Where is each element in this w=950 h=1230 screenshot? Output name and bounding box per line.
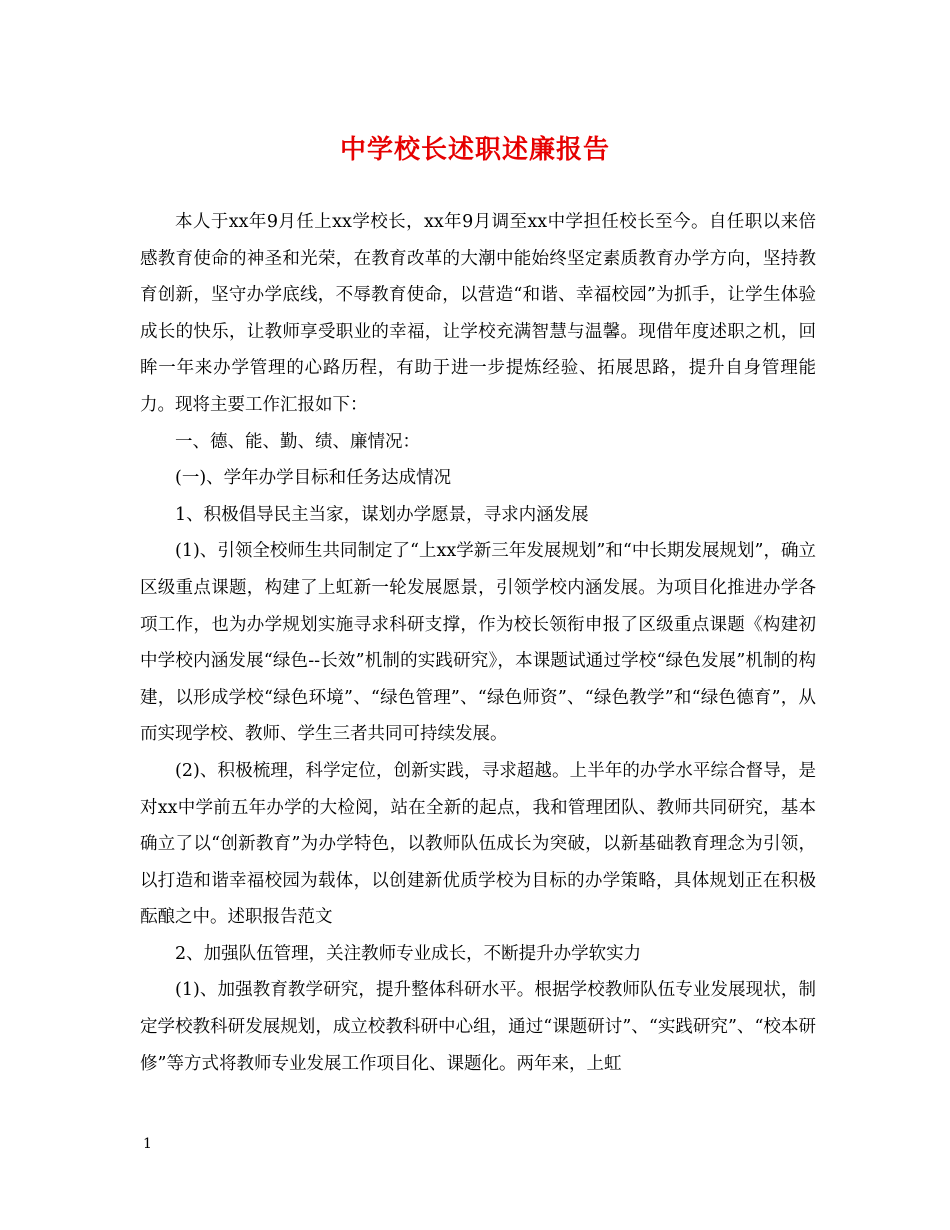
document-body: [140, 204, 816, 1082]
heading-subsection-1: (一)、学年办学目标和任务达成情况: [175, 468, 452, 489]
paragraph-item-2-1: (1)、加强教育教学研究，提升整体科研水平。根据学校教师队伍专业发展现状，制定学校教科研发展规划，成立校教科研中心组，通过“课题研讨”、“实践研究”、“校本研修”等方式将教师专业发展工作项目化、课题化。两年来，上虹: [140, 980, 816, 1074]
document-title: 中学校长述职述廉报告: [339, 135, 610, 165]
paragraph-intro: 本人于xx年9月任上xx学校长，xx年9月调至xx中学担任校长至今。自任职以来倍感教育使命的神圣和光荣，在教育改革的大潮中能始终坚定素质教育办学方向，坚持教育创新，坚守办学底线，不辱教育使命，以营造“和谐、幸福校园”为抓手，让学生体验成长的快乐，让教师享受职业的幸福，让学校充满智慧与温馨。现借年度述职之机，回眸一年来办学管理的心路历程，有助于进一步提炼经验、拓展思路，提升自身管理能力。现将主要工作汇报如下：: [140, 212, 816, 415]
paragraph-item-1-2: (2)、积极梳理，科学定位，创新实践，寻求超越。上半年的办学水平综合督导，是对xx中学前五年办学的大检阅，站在全新的起点，我和管理团队、教师共同研究，基本确立了以“创新教育”为办学特色，以教师队伍成长为突破，以新基础教育理念为引领，以打造和谐幸福校园为载体，以创建新优质学校为目标的办学策略，具体规划正在积极酝酿之中。述职报告范文: [140, 760, 816, 928]
heading-section-1: 一、德、能、勤、绩、廉情况：: [175, 431, 420, 452]
heading-item-1: 1、积极倡导民主当家，谋划办学愿景，寻求内涵发展: [175, 504, 589, 525]
paragraph-item-1-1: (1)、引领全校师生共同制定了“上xx学新三年发展规划”和“中长期发展规划”，确立区级重点课题，构建了上虹新一轮发展愿景，引领学校内涵发展。为项目化推进办学各项工作，也为办学规划实施寻求科研支撑，作为校长领衔申报了区级重点课题《构建初中学校内涵发展“绿色--长效”机制的实践研究》，本课题试通过学校“绿色发展”机制的构建，以形成学校“绿色环境”、“绿色管理”、“绿色师资”、“绿色教学”和“绿色德育”，从而实现学校、教师、学生三者共同可持续发展。: [140, 541, 816, 745]
page-number: 1: [143, 1136, 152, 1152]
heading-item-2: 2、加强队伍管理，关注教师专业成长，不断提升办学软实力: [175, 943, 642, 964]
